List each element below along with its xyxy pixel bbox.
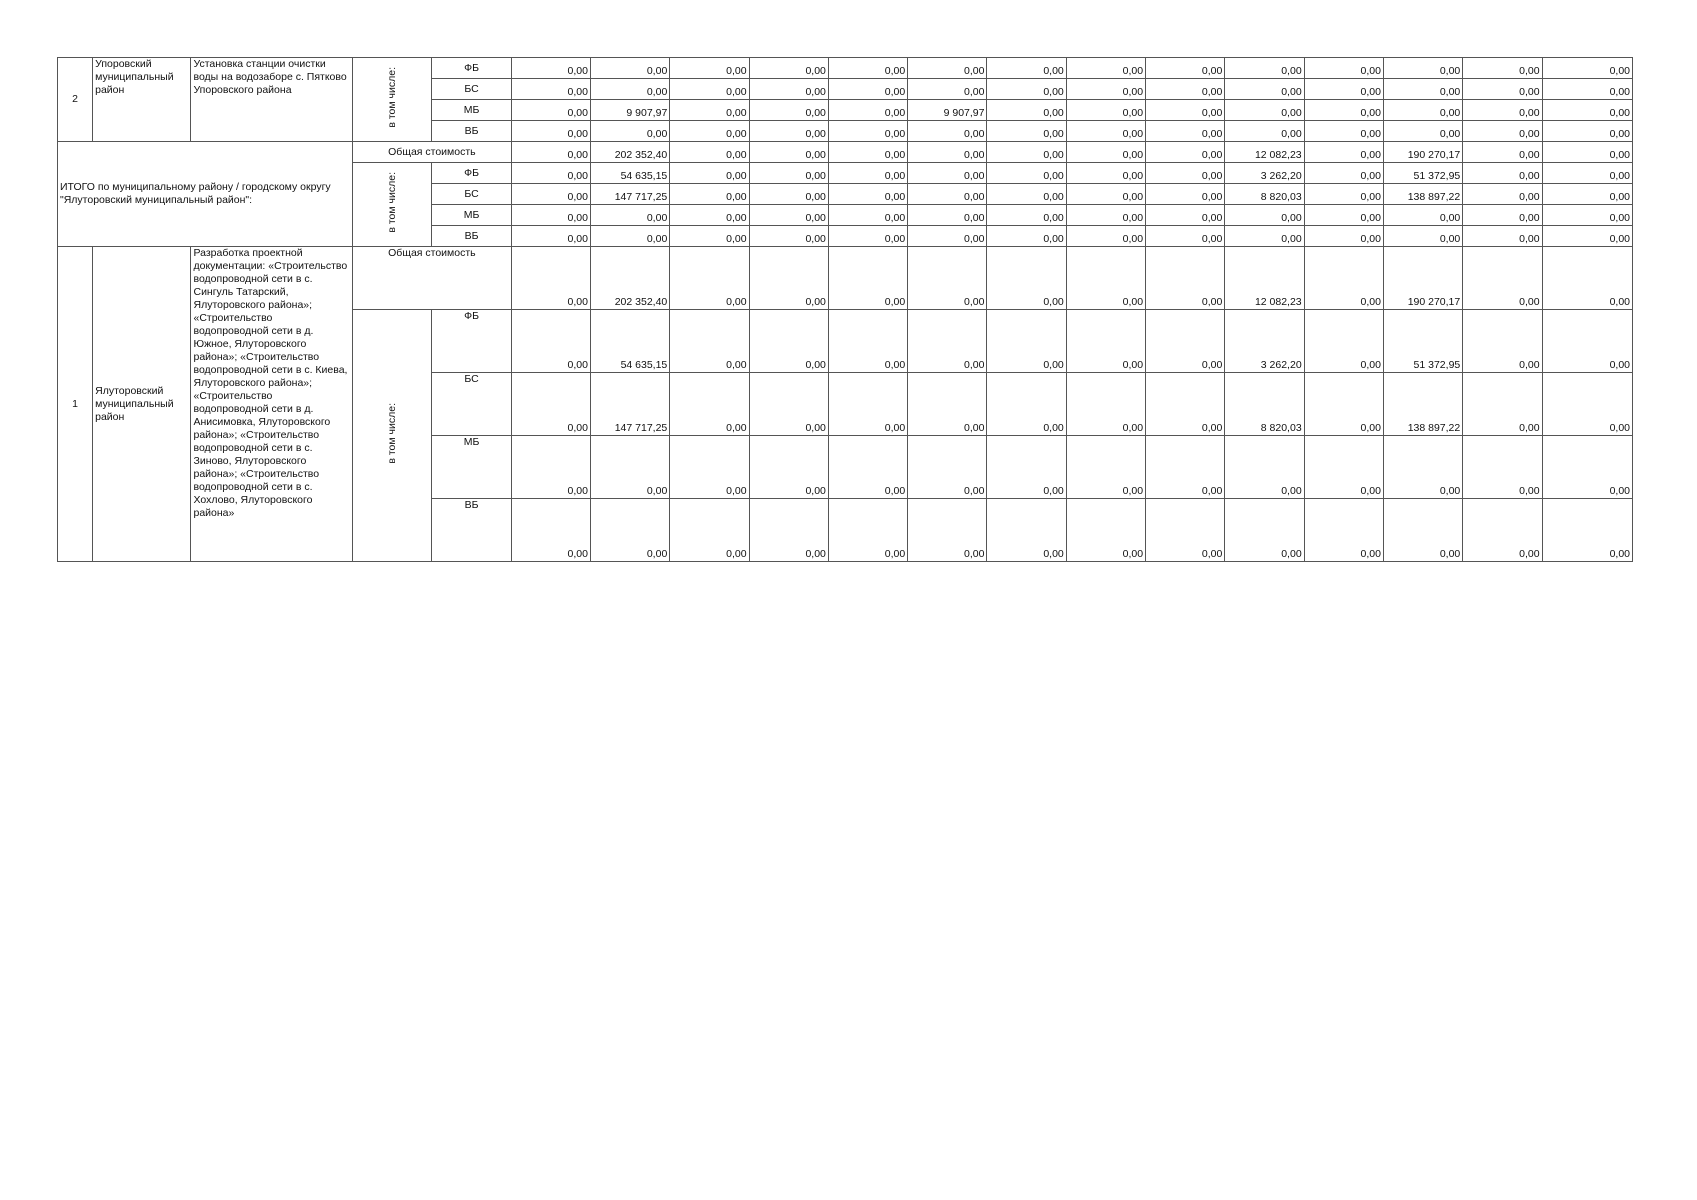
value-cell: 0,00	[1304, 310, 1383, 373]
value-cell: 0,00	[1066, 226, 1145, 247]
value-cell: 0,00	[749, 121, 828, 142]
table-row	[58, 142, 1633, 163]
value-cell: 0,00	[1146, 226, 1225, 247]
value-cell: 0,00	[1304, 163, 1383, 184]
value-cell: 0,00	[1304, 247, 1383, 310]
value-cell: 138 897,22	[1383, 184, 1462, 205]
value-cell: 0,00	[1463, 184, 1542, 205]
value-cell: 0,00	[670, 58, 749, 79]
value-cell: 0,00	[511, 310, 590, 373]
value-cell: 0,00	[590, 226, 669, 247]
table-row	[58, 247, 1633, 310]
value-cell: 0,00	[670, 163, 749, 184]
value-cell: 0,00	[828, 499, 907, 562]
value-cell: 0,00	[1066, 79, 1145, 100]
value-cell: 12 082,23	[1225, 247, 1304, 310]
value-cell: 0,00	[828, 142, 907, 163]
value-cell: 0,00	[511, 184, 590, 205]
value-cell: 0,00	[1304, 436, 1383, 499]
value-cell: 0,00	[1383, 58, 1462, 79]
value-cell: 0,00	[1463, 436, 1542, 499]
value-cell: 0,00	[670, 247, 749, 310]
value-cell: 8 820,03	[1225, 184, 1304, 205]
value-cell: 0,00	[749, 373, 828, 436]
value-cell: 0,00	[1066, 205, 1145, 226]
value-cell: 0,00	[1146, 100, 1225, 121]
value-cell: 0,00	[670, 373, 749, 436]
value-cell: 0,00	[590, 436, 669, 499]
value-cell: 0,00	[1542, 373, 1632, 436]
value-cell: 0,00	[1146, 163, 1225, 184]
value-cell: 0,00	[1066, 247, 1145, 310]
value-cell: 0,00	[1463, 499, 1542, 562]
value-cell: 0,00	[749, 205, 828, 226]
funding-source: БС	[432, 184, 511, 205]
value-cell: 0,00	[1383, 100, 1462, 121]
value-cell: 0,00	[987, 79, 1066, 100]
value-cell: 0,00	[908, 373, 987, 436]
value-cell: 0,00	[1542, 79, 1632, 100]
value-cell: 0,00	[1146, 310, 1225, 373]
value-cell: 0,00	[908, 163, 987, 184]
funding-source: МБ	[432, 205, 511, 226]
value-cell: 9 907,97	[908, 100, 987, 121]
value-cell: 0,00	[1463, 247, 1542, 310]
value-cell: 202 352,40	[590, 247, 669, 310]
value-cell: 190 270,17	[1383, 142, 1462, 163]
funding-source: ФБ	[432, 58, 511, 79]
value-cell: 0,00	[908, 79, 987, 100]
value-cell: 0,00	[828, 79, 907, 100]
value-cell: 0,00	[1146, 79, 1225, 100]
value-cell: 0,00	[1225, 436, 1304, 499]
value-cell: 0,00	[987, 373, 1066, 436]
funding-source: МБ	[432, 436, 511, 499]
value-cell: 0,00	[1146, 58, 1225, 79]
value-cell: 0,00	[1542, 184, 1632, 205]
value-cell: 0,00	[590, 79, 669, 100]
value-cell: 0,00	[1463, 163, 1542, 184]
funding-source: МБ	[432, 100, 511, 121]
funding-source: БС	[432, 79, 511, 100]
value-cell: 0,00	[1542, 121, 1632, 142]
value-cell: 0,00	[749, 184, 828, 205]
municipality-name: Упоровский муниципальный район	[93, 58, 191, 142]
value-cell: 0,00	[908, 58, 987, 79]
value-cell: 0,00	[511, 373, 590, 436]
table-row	[58, 58, 1633, 79]
value-cell: 0,00	[1066, 184, 1145, 205]
value-cell: 0,00	[1542, 205, 1632, 226]
value-cell: 0,00	[908, 184, 987, 205]
value-cell: 0,00	[1304, 142, 1383, 163]
total-cost-label: Общая стоимость	[353, 247, 512, 310]
value-cell: 0,00	[1463, 142, 1542, 163]
value-cell: 0,00	[1146, 142, 1225, 163]
value-cell: 0,00	[908, 310, 987, 373]
value-cell: 0,00	[1383, 499, 1462, 562]
value-cell: 0,00	[749, 499, 828, 562]
value-cell: 0,00	[670, 184, 749, 205]
value-cell: 0,00	[987, 163, 1066, 184]
value-cell: 0,00	[1463, 58, 1542, 79]
value-cell: 0,00	[1383, 79, 1462, 100]
value-cell: 0,00	[828, 100, 907, 121]
including-label: в том числе:	[353, 310, 432, 562]
value-cell: 0,00	[1463, 121, 1542, 142]
value-cell: 0,00	[1542, 226, 1632, 247]
value-cell: 51 372,95	[1383, 163, 1462, 184]
value-cell: 202 352,40	[590, 142, 669, 163]
value-cell: 0,00	[908, 226, 987, 247]
value-cell: 0,00	[1463, 205, 1542, 226]
value-cell: 0,00	[1542, 247, 1632, 310]
value-cell: 0,00	[828, 310, 907, 373]
value-cell: 0,00	[1146, 184, 1225, 205]
value-cell: 0,00	[1066, 436, 1145, 499]
value-cell: 0,00	[987, 226, 1066, 247]
value-cell: 0,00	[1463, 100, 1542, 121]
row-index: 2	[58, 58, 93, 142]
value-cell: 0,00	[1304, 205, 1383, 226]
value-cell: 0,00	[828, 226, 907, 247]
value-cell: 0,00	[987, 100, 1066, 121]
value-cell: 0,00	[511, 121, 590, 142]
value-cell: 0,00	[670, 436, 749, 499]
project-description: Разработка проектной документации: «Строительство водопроводной сети в с. Сингуль Татарский, Ялуторовского района»; «Строительство водопроводной сети в д. Южное, Ялуторовского района»; «Строительство водопроводной сети в с. Киева, Ялуторовского района»; «Строительство водопроводной сети в д. Анисимовка, Ялуторовского района»; «Строительство водопроводной сети в с. Зиново, Ялуторовского района»; «Строительство водопроводной сети в с. Хохлово, Ялуторовского района»	[191, 247, 353, 562]
value-cell: 51 372,95	[1383, 310, 1462, 373]
including-label: в том числе:	[353, 58, 432, 142]
value-cell: 0,00	[511, 436, 590, 499]
value-cell: 0,00	[1146, 436, 1225, 499]
value-cell: 0,00	[749, 247, 828, 310]
value-cell: 0,00	[511, 226, 590, 247]
value-cell: 0,00	[749, 79, 828, 100]
value-cell: 0,00	[670, 79, 749, 100]
value-cell: 0,00	[590, 499, 669, 562]
value-cell: 54 635,15	[590, 163, 669, 184]
funding-source: ФБ	[432, 310, 511, 373]
value-cell: 0,00	[749, 310, 828, 373]
value-cell: 0,00	[987, 310, 1066, 373]
value-cell: 147 717,25	[590, 373, 669, 436]
value-cell: 0,00	[670, 499, 749, 562]
funding-source: ВБ	[432, 226, 511, 247]
project-description: Установка станции очистки воды на водозаборе с. Пятково Упоровского района	[191, 58, 353, 142]
value-cell: 0,00	[908, 499, 987, 562]
value-cell: 0,00	[1066, 499, 1145, 562]
municipality-name: Ялуторовский муниципальный район	[93, 247, 191, 562]
value-cell: 0,00	[1225, 499, 1304, 562]
value-cell: 0,00	[908, 142, 987, 163]
value-cell: 0,00	[511, 247, 590, 310]
value-cell: 0,00	[749, 226, 828, 247]
value-cell: 0,00	[828, 58, 907, 79]
value-cell: 0,00	[1542, 163, 1632, 184]
value-cell: 0,00	[1304, 226, 1383, 247]
value-cell: 0,00	[828, 121, 907, 142]
value-cell: 138 897,22	[1383, 373, 1462, 436]
value-cell: 0,00	[1463, 79, 1542, 100]
value-cell: 0,00	[749, 100, 828, 121]
value-cell: 12 082,23	[1225, 142, 1304, 163]
value-cell: 0,00	[908, 121, 987, 142]
value-cell: 0,00	[1463, 226, 1542, 247]
value-cell: 0,00	[987, 142, 1066, 163]
value-cell: 0,00	[828, 373, 907, 436]
row-index: 1	[58, 247, 93, 562]
value-cell: 0,00	[1225, 58, 1304, 79]
value-cell: 0,00	[1463, 310, 1542, 373]
value-cell: 0,00	[590, 58, 669, 79]
value-cell: 0,00	[1383, 226, 1462, 247]
value-cell: 0,00	[1304, 184, 1383, 205]
value-cell: 0,00	[987, 58, 1066, 79]
value-cell: 0,00	[511, 205, 590, 226]
value-cell: 0,00	[749, 163, 828, 184]
budget-table	[57, 57, 1633, 562]
value-cell: 0,00	[1146, 205, 1225, 226]
value-cell: 0,00	[1066, 142, 1145, 163]
value-cell: 0,00	[1225, 100, 1304, 121]
value-cell: 0,00	[1542, 436, 1632, 499]
value-cell: 3 262,20	[1225, 163, 1304, 184]
value-cell: 0,00	[511, 100, 590, 121]
value-cell: 0,00	[828, 163, 907, 184]
value-cell: 0,00	[1304, 79, 1383, 100]
value-cell: 0,00	[1066, 163, 1145, 184]
value-cell: 0,00	[511, 79, 590, 100]
value-cell: 190 270,17	[1383, 247, 1462, 310]
value-cell: 0,00	[511, 499, 590, 562]
value-cell: 0,00	[1304, 100, 1383, 121]
value-cell: 0,00	[828, 436, 907, 499]
value-cell: 0,00	[987, 247, 1066, 310]
value-cell: 3 262,20	[1225, 310, 1304, 373]
value-cell: 0,00	[1225, 121, 1304, 142]
value-cell: 0,00	[511, 142, 590, 163]
value-cell: 0,00	[828, 205, 907, 226]
funding-source: БС	[432, 373, 511, 436]
value-cell: 0,00	[908, 247, 987, 310]
value-cell: 0,00	[1383, 205, 1462, 226]
value-cell: 0,00	[1066, 58, 1145, 79]
value-cell: 0,00	[1542, 100, 1632, 121]
value-cell: 0,00	[749, 142, 828, 163]
value-cell: 0,00	[1542, 58, 1632, 79]
total-label: ИТОГО по муниципальному району / городскому округу "Ялуторовский муниципальный район":	[58, 142, 353, 247]
value-cell: 0,00	[1383, 121, 1462, 142]
value-cell: 0,00	[828, 247, 907, 310]
funding-source: ФБ	[432, 163, 511, 184]
value-cell: 0,00	[1225, 226, 1304, 247]
value-cell: 0,00	[1146, 247, 1225, 310]
value-cell: 0,00	[908, 436, 987, 499]
value-cell: 0,00	[987, 184, 1066, 205]
value-cell: 0,00	[1225, 205, 1304, 226]
value-cell: 0,00	[1146, 373, 1225, 436]
funding-source: ВБ	[432, 499, 511, 562]
value-cell: 0,00	[987, 436, 1066, 499]
value-cell: 0,00	[511, 58, 590, 79]
value-cell: 0,00	[670, 121, 749, 142]
value-cell: 54 635,15	[590, 310, 669, 373]
value-cell: 0,00	[670, 100, 749, 121]
total-cost-label: Общая стоимость	[353, 142, 512, 163]
funding-source: ВБ	[432, 121, 511, 142]
value-cell: 0,00	[1304, 499, 1383, 562]
value-cell: 0,00	[1304, 58, 1383, 79]
value-cell: 0,00	[1146, 499, 1225, 562]
value-cell: 0,00	[1066, 121, 1145, 142]
value-cell: 0,00	[828, 184, 907, 205]
value-cell: 0,00	[1304, 121, 1383, 142]
value-cell: 0,00	[908, 205, 987, 226]
value-cell: 0,00	[511, 163, 590, 184]
value-cell: 0,00	[1225, 79, 1304, 100]
value-cell: 0,00	[670, 310, 749, 373]
value-cell: 0,00	[1542, 499, 1632, 562]
value-cell: 0,00	[1066, 373, 1145, 436]
value-cell: 0,00	[1542, 310, 1632, 373]
value-cell: 0,00	[1304, 373, 1383, 436]
value-cell: 0,00	[1463, 373, 1542, 436]
value-cell: 0,00	[987, 205, 1066, 226]
including-label: в том числе:	[353, 163, 432, 247]
value-cell: 0,00	[670, 142, 749, 163]
value-cell: 0,00	[1146, 121, 1225, 142]
value-cell: 9 907,97	[590, 100, 669, 121]
value-cell: 0,00	[590, 205, 669, 226]
value-cell: 0,00	[987, 121, 1066, 142]
value-cell: 0,00	[1066, 100, 1145, 121]
value-cell: 8 820,03	[1225, 373, 1304, 436]
value-cell: 0,00	[987, 499, 1066, 562]
value-cell: 0,00	[749, 58, 828, 79]
value-cell: 0,00	[590, 121, 669, 142]
value-cell: 0,00	[1383, 436, 1462, 499]
value-cell: 0,00	[1542, 142, 1632, 163]
value-cell: 0,00	[670, 205, 749, 226]
value-cell: 0,00	[749, 436, 828, 499]
value-cell: 0,00	[1066, 310, 1145, 373]
value-cell: 147 717,25	[590, 184, 669, 205]
value-cell: 0,00	[670, 226, 749, 247]
